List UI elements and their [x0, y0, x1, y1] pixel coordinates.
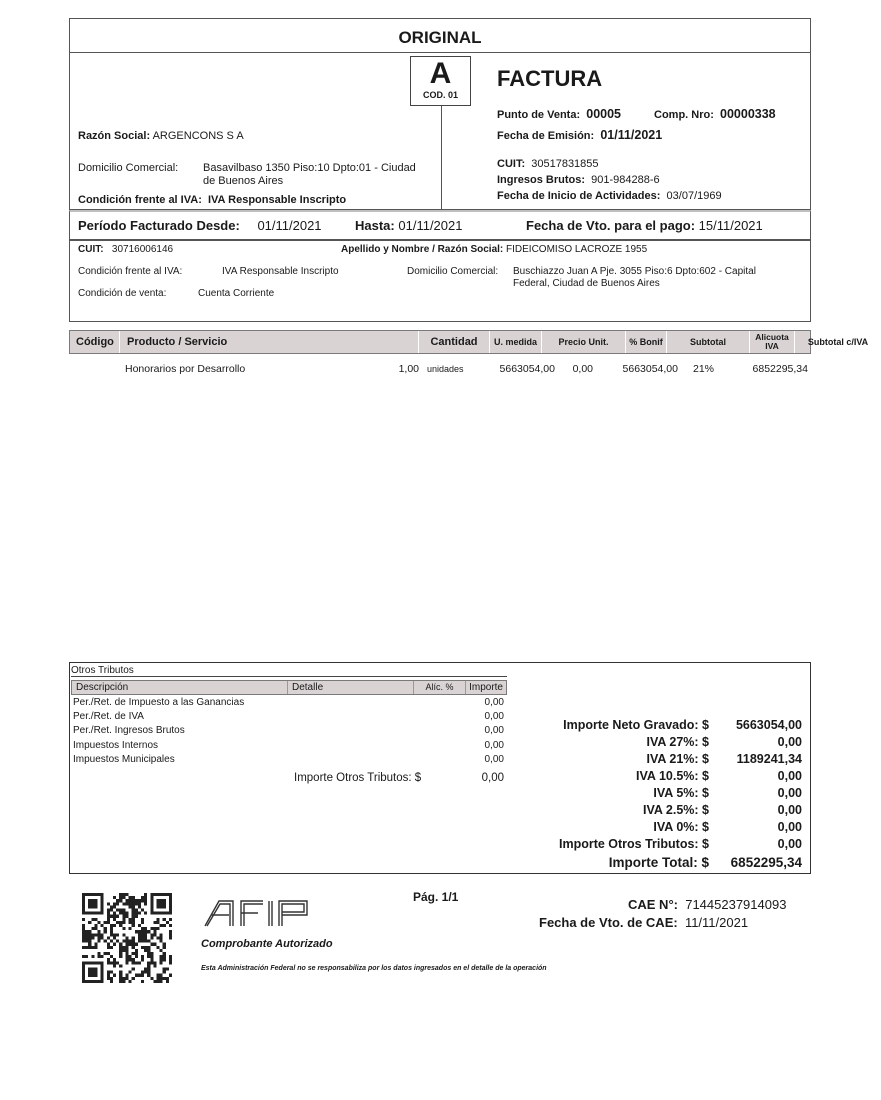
afip-logo	[203, 898, 315, 928]
list-item-importe: 0,00	[484, 725, 504, 736]
items-table-header	[69, 330, 869, 354]
issuer-iva: IVA Responsable Inscripto	[207, 194, 347, 206]
fecha-emision-row	[497, 128, 662, 142]
item-bonif: 0,00	[572, 363, 593, 375]
issuer-razon-social-row	[78, 130, 244, 142]
issuer-domicilio-label: Domicilio Comercial:	[78, 162, 179, 174]
vto-pago-row	[526, 218, 763, 233]
trib-col-importe: Importe	[469, 682, 503, 693]
tributos-title: Otros Tributos	[71, 665, 134, 676]
cae-label: CAE N°:	[628, 897, 678, 912]
total-iva-21-label: IVA 21%: $	[646, 752, 709, 766]
total-iva-0: 0,00	[777, 820, 802, 834]
page-number: Pág. 1/1	[413, 890, 459, 904]
punto-venta-row	[497, 107, 621, 121]
fecha-emision: 01/11/2021	[600, 128, 663, 142]
cae-vto-label: Fecha de Vto. de CAE:	[539, 915, 678, 930]
total-iva-5-label: IVA 5%: $	[653, 786, 709, 800]
trib-col-descripcion: Descripción	[72, 681, 288, 694]
total-neto-gravado-label: Importe Neto Gravado: $	[563, 718, 709, 732]
cae-vto-row	[539, 915, 748, 930]
item-precio: 5663054,00	[499, 363, 555, 375]
item-subtotal-iva: 6852295,34	[752, 363, 808, 375]
issuer-cuit-label: CUIT:	[497, 158, 526, 170]
col-precio: Precio Unit.	[542, 331, 626, 353]
fecha-emision-label: Fecha de Emisión:	[497, 130, 595, 142]
inicio-actividades: 03/07/1969	[666, 190, 722, 202]
total-iva-27-label: IVA 27%: $	[646, 735, 709, 749]
invoice-letter: A	[429, 57, 452, 90]
col-producto: Producto / Servicio	[120, 331, 419, 353]
total-iva-2-5-label: IVA 2.5%: $	[643, 803, 709, 817]
importe-total: 6852295,34	[730, 855, 802, 870]
periodo-hasta-label: Hasta:	[355, 218, 395, 233]
client-domicilio-line1: Buschiazzo Juan A Pje. 3055 Piso:6 Dpto:602 - Capital	[513, 266, 756, 277]
issuer-domicilio	[203, 162, 416, 188]
total-iva-27: 0,00	[777, 735, 802, 749]
punto-venta-label: Punto de Venta:	[497, 109, 581, 121]
list-item: Per./Ret. de IVA	[73, 711, 144, 722]
issuer-razon-social-label: Razón Social:	[78, 130, 151, 142]
cae-vto: 11/11/2021	[684, 915, 749, 930]
issuer-iva-label: Condición frente al IVA:	[78, 194, 202, 206]
list-item: Impuestos Internos	[73, 740, 159, 751]
importe-total-label: Importe Total: $	[608, 855, 709, 870]
issuer-domicilio-line1: Basavilbaso 1350 Piso:10 Dpto:01 - Ciudad	[203, 162, 416, 174]
comprobante-autorizado: Comprobante Autorizado	[201, 938, 333, 950]
trib-col-detalle: Detalle	[288, 681, 414, 694]
importe-otros-tributos-label: Importe Otros Tributos: $	[294, 772, 422, 784]
qr-code-icon	[82, 893, 172, 983]
col-subtotal-iva: Subtotal c/IVA	[807, 337, 869, 347]
total-iva-0-label: IVA 0%: $	[653, 820, 709, 834]
periodo-hasta: 01/11/2021	[398, 218, 463, 233]
list-item-importe: 0,00	[484, 711, 504, 722]
trib-col-alic: Alíc. %	[414, 681, 466, 694]
ingresos-brutos-label: Ingresos Brutos:	[497, 174, 586, 186]
client-cuit-label: CUIT:	[78, 244, 104, 255]
tributos-table-header	[71, 680, 507, 695]
col-alicuota	[750, 331, 795, 353]
col-bonif: % Bonif	[626, 331, 667, 353]
item-unidad: unidades	[427, 364, 464, 374]
list-item-importe: 0,00	[484, 740, 504, 751]
col-alicuota-line1: Alicuota	[755, 332, 789, 342]
tributos-title-underline	[71, 676, 507, 677]
inicio-actividades-label: Fecha de Inicio de Actividades:	[497, 190, 661, 202]
comp-nro-row	[654, 107, 776, 121]
col-alicuota-line2: IVA	[765, 341, 779, 351]
periodo-desde: 01/11/2021	[257, 218, 322, 233]
col-subtotal: Subtotal	[667, 331, 750, 353]
periodo-desde-row	[78, 218, 322, 233]
list-item: Impuestos Municipales	[73, 754, 175, 765]
issuer-iva-row	[78, 194, 346, 206]
total-neto-gravado: 5663054,00	[735, 718, 802, 732]
list-item: Per./Ret. de Impuesto a las Ganancias	[73, 697, 245, 708]
item-subtotal: 5663054,00	[622, 363, 678, 375]
inicio-actividades-row	[497, 190, 722, 202]
client-domicilio	[513, 266, 756, 290]
total-otros-tributos: 0,00	[777, 837, 802, 851]
issuer-cuit: 30517831855	[531, 158, 599, 170]
issuer-cuit-row	[497, 158, 599, 170]
total-iva-10-5: 0,00	[777, 769, 802, 783]
list-item-importe: 0,00	[484, 697, 504, 708]
col-cantidad: Cantidad	[419, 331, 490, 353]
issuer-razon-social: ARGENCONS S A	[152, 130, 244, 142]
total-iva-2-5: 0,00	[777, 803, 802, 817]
importe-otros-tributos: 0,00	[481, 772, 504, 784]
list-item: Per./Ret. Ingresos Brutos	[73, 725, 185, 736]
client-iva: IVA Responsable Inscripto	[222, 266, 339, 277]
client-nombre-label: Apellido y Nombre / Razón Social:	[341, 244, 504, 255]
vto-pago: 15/11/2021	[698, 218, 763, 233]
comp-nro: 00000338	[720, 107, 776, 121]
client-nombre-row	[341, 244, 647, 255]
item-producto: Honorarios por Desarrollo	[125, 363, 246, 375]
cae: 71445237914093	[685, 897, 787, 912]
total-iva-10-5-label: IVA 10.5%: $	[636, 769, 709, 783]
issuer-domicilio-line2: de Buenos Aires	[203, 175, 284, 187]
client-domicilio-line2: Federal, Ciudad de Buenos Aires	[513, 278, 660, 289]
ingresos-brutos: 901-984288-6	[591, 174, 660, 186]
comp-nro-label: Comp. Nro:	[654, 109, 714, 121]
client-venta: Cuenta Corriente	[198, 288, 275, 299]
invoice-letter-box	[410, 56, 471, 106]
copy-type-title: ORIGINAL	[69, 18, 811, 52]
client-domicilio-label: Domicilio Comercial:	[407, 266, 499, 277]
list-item-importe: 0,00	[484, 754, 504, 765]
item-alicuota: 21%	[692, 363, 714, 375]
total-otros-tributos-label: Importe Otros Tributos: $	[558, 837, 709, 851]
client-venta-label: Condición de venta:	[78, 288, 167, 299]
total-iva-21: 1189241,34	[736, 752, 802, 766]
client-cuit: 30716006146	[111, 244, 174, 255]
header-divider	[441, 105, 442, 210]
document-type: FACTURA	[497, 66, 603, 91]
col-unidad: U. medida	[490, 331, 542, 353]
periodo-desde-label: Período Facturado Desde:	[78, 218, 240, 233]
invoice-code: COD. 01	[422, 90, 458, 100]
periodo-hasta-row	[355, 218, 462, 233]
punto-venta: 00005	[586, 107, 622, 121]
ingresos-brutos-row	[497, 174, 660, 186]
vto-pago-label: Fecha de Vto. para el pago:	[526, 218, 696, 233]
client-iva-label: Condición frente al IVA:	[78, 266, 183, 277]
total-iva-5: 0,00	[777, 786, 802, 800]
client-nombre: FIDEICOMISO LACROZE 1955	[506, 244, 648, 255]
col-codigo: Código	[70, 331, 120, 353]
item-cantidad: 1,00	[398, 363, 419, 375]
disclaimer: Esta Administración Federal no se responsabiliza por los datos ingresados en el detalle de la operación	[201, 965, 547, 972]
client-cuit-row	[78, 244, 173, 255]
cae-row	[628, 897, 786, 912]
